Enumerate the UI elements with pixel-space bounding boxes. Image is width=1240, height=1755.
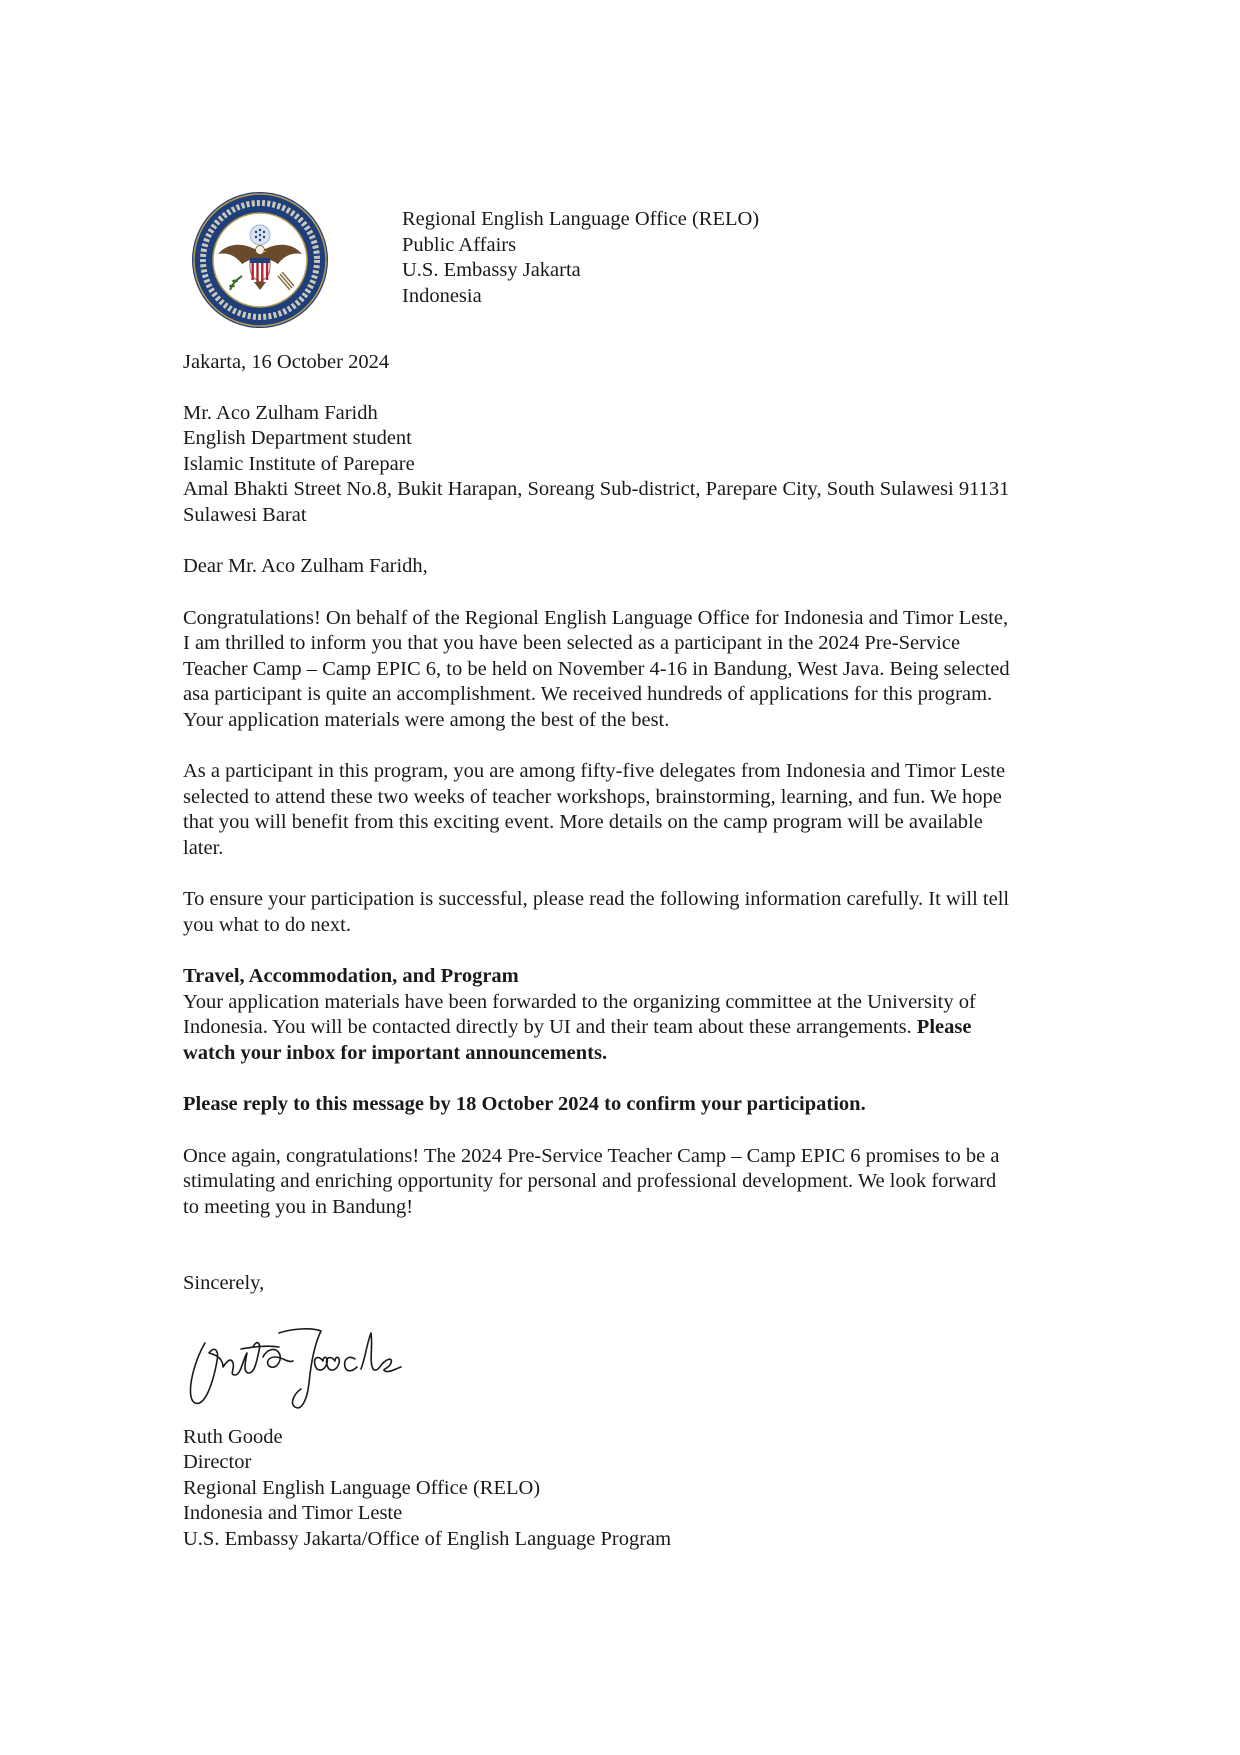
paragraph-line: To ensure your participation is successful, please read the following information carefully. It will tell	[183, 888, 1010, 910]
paragraph-line: Once again, congratulations! The 2024 Pre-Service Teacher Camp – Camp EPIC 6 promises to be a	[183, 1144, 1000, 1167]
paragraph-closing-remarks	[183, 1144, 1083, 1221]
signer-embassy: U.S. Embassy Jakarta/Office of English Language Program	[183, 1527, 672, 1550]
signer-block	[183, 1425, 1083, 1553]
paragraph-line: later.	[183, 836, 224, 859]
recipient-institution: Islamic Institute of Parepare	[183, 452, 415, 475]
travel-section-body	[183, 990, 1083, 1067]
paragraph-participant	[183, 759, 1083, 861]
travel-bold-text: Please	[916, 1016, 972, 1038]
paragraph-line: to meeting you in Bandung!	[183, 1195, 414, 1218]
sender-embassy: U.S. Embassy Jakarta	[402, 259, 581, 281]
letter-body	[183, 350, 1083, 1552]
department-of-state-seal	[190, 190, 330, 330]
recipient-street: Amal Bhakti Street No.8, Bukit Harapan, Soreang Sub-district, Parepare City, South Sulawesi 91131	[183, 478, 1010, 500]
recipient-name: Mr. Aco Zulham Faridh	[183, 401, 378, 424]
closing: Sincerely,	[183, 1272, 265, 1294]
recipient-address-block	[183, 401, 1083, 529]
paragraph-line	[183, 1015, 1083, 1041]
paragraph-line: Your application materials were among the best of the best.	[183, 708, 670, 731]
paragraph-line: stimulating and enriching opportunity for personal and professional development. We look forward	[183, 1170, 997, 1192]
travel-section-heading: Travel, Accommodation, and Program	[183, 965, 519, 987]
signer-name: Ruth Goode	[183, 1425, 283, 1448]
sender-section: Public Affairs	[402, 233, 517, 256]
paragraph-instructions	[183, 887, 1083, 938]
recipient-role: English Department student	[183, 427, 412, 449]
paragraph-line: I am thrilled to inform you that you have been selected as a participant in the 2024 Pre-Service	[183, 632, 961, 654]
sender-address-block	[402, 207, 759, 309]
paragraph-line: Your application materials have been forwarded to the organizing committee at the University of	[183, 990, 976, 1013]
paragraph-line: asa participant is quite an accomplishment. We received hundreds of applications for this program.	[183, 683, 993, 705]
sender-office: Regional English Language Office (RELO)	[402, 208, 760, 230]
signer-office: Regional English Language Office (RELO)	[183, 1476, 541, 1499]
paragraph-line: Congratulations! On behalf of the Regional English Language Office for Indonesia and Timor Leste,	[183, 606, 1009, 629]
salutation: Dear Mr. Aco Zulham Faridh,	[183, 555, 428, 577]
signer-region: Indonesia and Timor Leste	[183, 1502, 403, 1524]
inbox-notice: watch your inbox for important announcements.	[183, 1041, 608, 1064]
recipient-region: Sulawesi Barat	[183, 503, 307, 526]
paragraph-congratulations	[183, 606, 1083, 734]
paragraph-line: As a participant in this program, you are among fifty-five delegates from Indonesia and Timor Leste	[183, 760, 1006, 782]
reply-deadline-notice: Please reply to this message by 18 October 2024 to confirm your participation.	[183, 1093, 866, 1115]
travel-text: Indonesia. You will be contacted directly by UI and their team about these arrangements.	[183, 1016, 917, 1038]
sender-country: Indonesia	[402, 284, 482, 307]
paragraph-line: selected to attend these two weeks of teacher workshops, brainstorming, learning, and fun. We hope	[183, 785, 1002, 808]
letter-date: Jakarta, 16 October 2024	[183, 351, 390, 373]
handwritten-signature	[183, 1303, 473, 1423]
signer-title: Director	[183, 1451, 252, 1473]
paragraph-line: Teacher Camp – Camp EPIC 6, to be held on November 4-16 in Bandung, West Java. Being selected	[183, 657, 1010, 680]
paragraph-line: you what to do next.	[183, 913, 351, 936]
paragraph-line: that you will benefit from this exciting event. More details on the camp program will be available	[183, 811, 983, 833]
